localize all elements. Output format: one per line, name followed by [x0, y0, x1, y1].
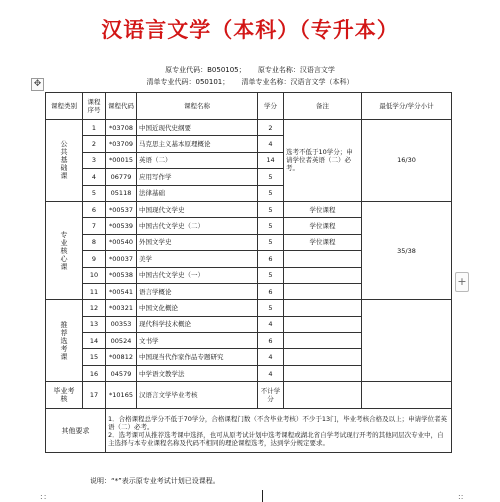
- original-major-code: 原专业代码：B050105；: [165, 66, 246, 74]
- credit-cell: 6: [258, 251, 284, 267]
- remark-cell: [284, 382, 362, 409]
- category-label: 专业核心课: [60, 230, 68, 271]
- seq-cell: 9: [83, 251, 106, 267]
- name-cell: 中国现当代作家作品专题研究: [137, 349, 258, 365]
- category-cell: [46, 382, 83, 409]
- credit-cell: 5: [258, 267, 284, 283]
- name-cell: 文书学: [137, 333, 258, 349]
- table-row: [46, 300, 452, 316]
- code-cell: *00812: [106, 349, 137, 365]
- requirement-item: 2．选考课可从推荐选考课中选择，也可从原考试计划中选考课程或湖北省自学考试现行开考的其他同层次专业中，自主选择与本专业课程名称及代码不相同的理论课程选考，达到学分规定要求。: [108, 430, 444, 447]
- requirements-label: 其他要求: [46, 409, 106, 453]
- name-cell: 汉语言文学毕业考核: [137, 382, 258, 409]
- header-min-credit: 最低学分/学分小计: [362, 93, 452, 120]
- list-major-code: 清单专业代码：050101；: [146, 78, 230, 86]
- group-subtotal: [362, 382, 452, 409]
- group-subtotal: [362, 300, 452, 382]
- credit-cell: 5: [258, 218, 284, 234]
- remark-cell: 学位课程: [284, 234, 362, 250]
- code-cell: 04579: [106, 365, 137, 381]
- seq-cell: 3: [83, 152, 106, 168]
- add-column-button[interactable]: +: [455, 272, 469, 292]
- remark-cell: [284, 349, 362, 365]
- header-remark: 备注: [284, 93, 362, 120]
- remark-cell: 学位课程: [284, 201, 362, 217]
- code-cell: 06779: [106, 169, 137, 185]
- seq-cell: 2: [83, 136, 106, 152]
- code-cell: *03709: [106, 136, 137, 152]
- group-subtotal: 35/38: [362, 201, 452, 299]
- table-header-row: [46, 93, 452, 120]
- credit-cell: 5: [258, 169, 284, 185]
- remark-cell: [284, 251, 362, 267]
- name-cell: 马克思主义基本原理概论: [137, 136, 258, 152]
- header-seq: 课程序号: [83, 93, 106, 120]
- seq-cell: 16: [83, 365, 106, 381]
- name-cell: 外国文学史: [137, 234, 258, 250]
- name-cell: 中国古代文学史（一）: [137, 267, 258, 283]
- resize-dots-icon: ::: [458, 492, 464, 501]
- remark-cell: [284, 283, 362, 299]
- seq-cell: 5: [83, 185, 106, 201]
- code-cell: *00538: [106, 267, 137, 283]
- code-cell: 00524: [106, 333, 137, 349]
- requirement-item: 1．合格课程总学分不低于70学分，合格课程门数（不含毕业考核）不少于13门，毕业考核合格及以上；申请学位者英语（二）必考。: [108, 414, 448, 431]
- code-cell: *03708: [106, 120, 137, 136]
- credit-cell: 4: [258, 136, 284, 152]
- remark-cell: [284, 316, 362, 332]
- table-row: [46, 201, 452, 217]
- seq-cell: 4: [83, 169, 106, 185]
- code-cell: *00540: [106, 234, 137, 250]
- seq-cell: 12: [83, 300, 106, 316]
- code-cell: *00037: [106, 251, 137, 267]
- code-cell: 05118: [106, 185, 137, 201]
- code-cell: *00321: [106, 300, 137, 316]
- table-row: [46, 120, 452, 136]
- name-cell: 中国现代文学史: [137, 201, 258, 217]
- name-cell: 中学语文教学法: [137, 365, 258, 381]
- name-cell: 中国古代文学史（二）: [137, 218, 258, 234]
- group-note: 选考不低于10学分；申请学位者英语（二）必考。: [284, 120, 362, 202]
- credit-cell: 5: [258, 300, 284, 316]
- name-cell: 语言学概论: [137, 283, 258, 299]
- credit-cell: 不计学分: [258, 382, 284, 409]
- category-label: 推荐选考课: [60, 320, 68, 361]
- remark-cell: [284, 365, 362, 381]
- seq-cell: 17: [83, 382, 106, 409]
- remark-cell: [284, 300, 362, 316]
- document-title: 汉语言文学（本科）（专升本）: [101, 17, 399, 42]
- original-major-name: 原专业名称：汉语言文学: [257, 66, 335, 74]
- header-category: 课程类别: [46, 93, 83, 120]
- header-name: 课程名称: [137, 93, 258, 120]
- credit-cell: 5: [258, 201, 284, 217]
- remark-cell: [284, 333, 362, 349]
- name-cell: 英语（二）: [137, 152, 258, 168]
- category-cell: [46, 201, 83, 299]
- credit-cell: 2: [258, 120, 284, 136]
- credit-cell: 4: [258, 365, 284, 381]
- meta-line-original: [0, 66, 500, 75]
- remark-cell: 学位课程: [284, 218, 362, 234]
- credit-cell: 4: [258, 316, 284, 332]
- seq-cell: 7: [83, 218, 106, 234]
- credit-cell: 14: [258, 152, 284, 168]
- category-cell: [46, 120, 83, 202]
- drag-dots-icon: ::: [40, 492, 48, 501]
- table-move-handle-icon[interactable]: ✥: [31, 78, 44, 91]
- code-cell: *10165: [106, 382, 137, 409]
- footer-note: 说明：“*”表示原专业考试计划已设课程。: [90, 477, 220, 485]
- remark-cell: [284, 267, 362, 283]
- credit-cell: 6: [258, 283, 284, 299]
- credit-cell: 4: [258, 349, 284, 365]
- credit-cell: 5: [258, 185, 284, 201]
- code-cell: 00353: [106, 316, 137, 332]
- seq-cell: 11: [83, 283, 106, 299]
- seq-cell: 10: [83, 267, 106, 283]
- category-cell: [46, 300, 83, 382]
- code-cell: *00541: [106, 283, 137, 299]
- seq-cell: 15: [83, 349, 106, 365]
- header-credit: 学分: [258, 93, 284, 120]
- credit-cell: 6: [258, 333, 284, 349]
- meta-line-list: [0, 78, 500, 87]
- course-plan-table: [45, 92, 452, 453]
- code-cell: *00015: [106, 152, 137, 168]
- requirements-text: [106, 409, 452, 453]
- code-cell: *00537: [106, 201, 137, 217]
- name-cell: 法律基础: [137, 185, 258, 201]
- name-cell: 美学: [137, 251, 258, 267]
- name-cell: 中国文化概论: [137, 300, 258, 316]
- code-cell: *00539: [106, 218, 137, 234]
- credit-cell: 5: [258, 234, 284, 250]
- name-cell: 现代科学技术概论: [137, 316, 258, 332]
- name-cell: 中国近现代史纲要: [137, 120, 258, 136]
- text-cursor: [262, 490, 263, 502]
- group-subtotal: 16/30: [362, 120, 452, 202]
- category-label: 毕业考核: [53, 387, 75, 404]
- seq-cell: 8: [83, 234, 106, 250]
- seq-cell: 6: [83, 201, 106, 217]
- name-cell: 应用写作学: [137, 169, 258, 185]
- header-code: 课程代码: [106, 93, 137, 120]
- requirements-row: [46, 409, 452, 453]
- table-row: [46, 382, 452, 409]
- list-major-name: 清单专业名称：汉语言文学（本科）: [241, 78, 354, 86]
- seq-cell: 1: [83, 120, 106, 136]
- category-label: 公共基础课: [60, 140, 68, 181]
- seq-cell: 14: [83, 333, 106, 349]
- seq-cell: 13: [83, 316, 106, 332]
